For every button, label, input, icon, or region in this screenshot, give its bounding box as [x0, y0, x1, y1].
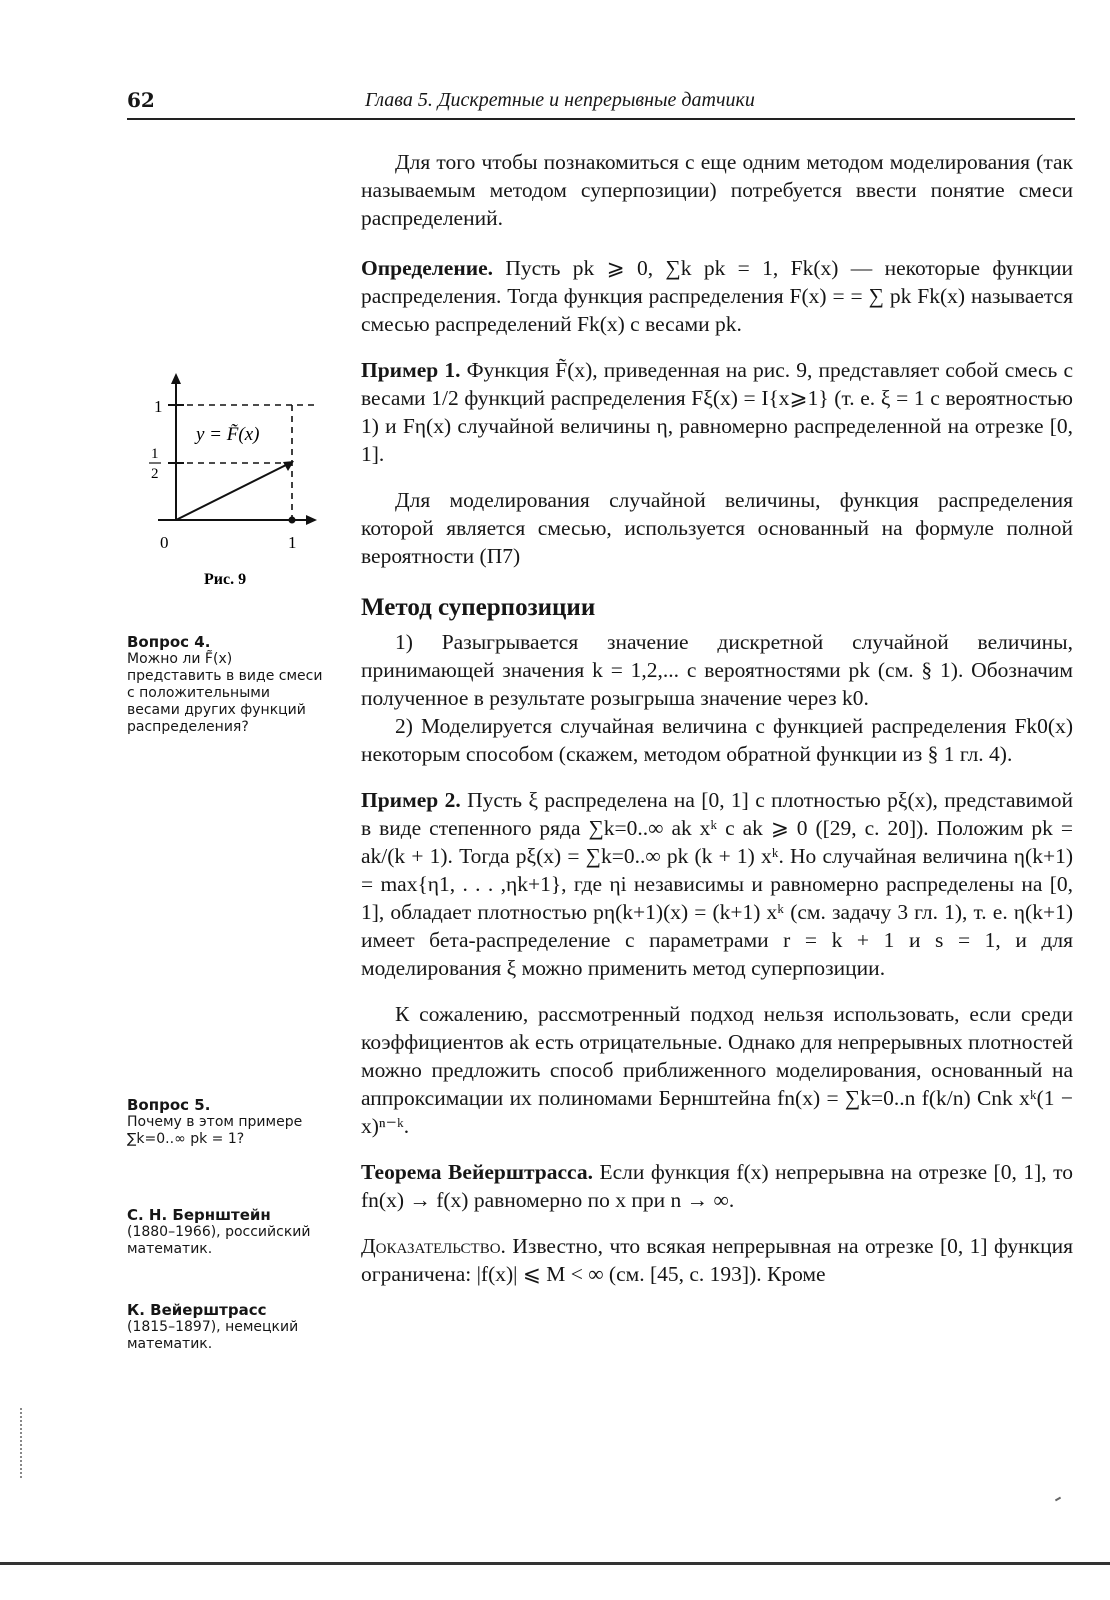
label-x1: 1 [288, 533, 297, 552]
label-y1: 1 [154, 397, 163, 416]
intro-paragraph: Для того чтобы познакомиться с еще одним методом моделирования (так называемым методом суперпозиции) потребуется ввести понятие смеси распределений. [361, 150, 1073, 230]
x-axis-arrow [306, 515, 317, 525]
label-origin: 0 [160, 533, 169, 552]
y-axis-arrow [171, 373, 181, 384]
sidebar-bernstein [127, 1207, 327, 1258]
definition-text: Пусть pk ⩾ 0, ∑k pk = 1, Fk(x) — некоторые функции распределения. Тогда функция распределения F(x) = = ∑ pk Fk(x) называется смесью распределений Fk(x) с весами pk. [361, 256, 1073, 336]
sidebar-question-4 [127, 634, 323, 736]
main-text-column [361, 148, 1073, 1288]
definition-label: Определение. [361, 256, 494, 280]
definition-paragraph [361, 254, 1073, 338]
proof-text: Известно, что всякая непрерывная на отрезке [0, 1] функция ограничена: |f(x)| ⩽ M < ∞ (см. [45, с. 193]). Кроме [361, 1234, 1073, 1286]
mixture-paragraph: Для моделирования случайной величины, функция распределения которой является смесью, используется основанный на формуле полной вероятности (П7) [361, 488, 1073, 568]
example-1-paragraph [361, 356, 1073, 468]
curve-label: y = F̃(x) [196, 424, 260, 445]
label-yhalf-den: 2 [151, 466, 159, 482]
sidebar-question-5 [127, 1097, 323, 1148]
proof-paragraph [361, 1232, 1073, 1288]
question-4-text: Можно ли F̃(x) представить в виде смеси с положительными весами других функций распределения? [127, 651, 323, 735]
example-1-text: Функция F̃(x), приведенная на рис. 9, представляет собой смесь с весами 1/2 функций распределения Fξ(x) = I{x⩾1} (т. е. ξ = 1 с вероятностью 1) и Fη(x) случайной величины η, равномерно распределенной на отрезке [0, 1]. [361, 358, 1074, 466]
example-2-text: Пусть ξ распределена на [0, 1] с плотностью pξ(x), представимой в виде степенного ряда ∑k=0..∞ ak xᵏ с ak ⩾ 0 ([29, с. 20]). Положим pk = ak/(k + 1). Тогда pξ(x) = ∑k=0..∞ pk (k + 1) xᵏ. Но случайная величина η(k+1) = max{η1, . . . ,ηk+1}, где ηi независимы и равномерно распределены на [0, 1], обладает плотностью pη(k+1)(x) = (k+1) xᵏ (см. задачу 3 гл. 1), т. е. η(k+1) имеет бета-распределение с параметрами r = k + 1 и s = 1, и для моделирования ξ можно применить метод суперпозиции. [361, 788, 1074, 980]
scan-edge-dots [20, 1408, 24, 1478]
weierstrass-name: К. Вейерштрасс [127, 1301, 267, 1319]
running-header [127, 88, 1075, 120]
bernstein-paragraph: К сожалению, рассмотренный подход нельзя использовать, если среди коэффициентов ak есть отрицательные. Однако для непрерывных плотностей можно предложить способ приближенного моделирования, основанный на аппроксимации их полиномами Бернштейна fn(x) = ∑k=0..n f(k/n) Cnk xᵏ(1 − x)ⁿ⁻ᵏ. [361, 1002, 1073, 1138]
label-yhalf-num: 1 [151, 446, 159, 462]
step-1-paragraph: 1) Разыгрывается значение дискретной случайной величины, принимающей значения k = 1,2,... с вероятностями pk (см. § 1). Обозначим полученное в результате розыгрыша значение через k0. [361, 630, 1073, 710]
example-2-label: Пример 2. [361, 788, 461, 812]
jump-point [289, 517, 296, 524]
example-2-paragraph [361, 786, 1073, 982]
theorem-paragraph [361, 1158, 1073, 1214]
cdf-line [176, 463, 290, 520]
sidebar-weierstrass [127, 1302, 327, 1353]
section-title: Метод суперпозиции [361, 594, 596, 621]
theorem-label: Теорема Вейерштрасса. [361, 1160, 593, 1184]
example-1-label: Пример 1. [361, 358, 461, 382]
step-2-paragraph: 2) Моделируется случайная величина с функцией распределения Fk0(x) некоторым способом (скажем, методом обратной функции из § 1 гл. 4). [361, 714, 1073, 766]
question-5-text: Почему в этом примере ∑k=0..∞ pk = 1? [127, 1114, 303, 1147]
figure-9 [140, 370, 330, 600]
proof-label: Доказательство. [361, 1234, 506, 1258]
question-5-title: Вопрос 5. [127, 1096, 211, 1114]
weierstrass-bio: (1815–1897), немецкий математик. [127, 1319, 299, 1352]
distribution-plot [140, 370, 330, 600]
page-bottom-edge [0, 1562, 1110, 1565]
bernstein-name: С. Н. Бернштейн [127, 1206, 271, 1224]
theorem-text: Если функция f(x) непрерывна на отрезке [0, 1], то fn(x) → f(x) равномерно по x при n → ∞. [361, 1160, 1073, 1212]
figure-caption: Рис. 9 [204, 571, 247, 588]
page-number: 62 [127, 88, 155, 112]
scan-mark [1055, 1497, 1061, 1502]
chapter-title: Глава 5. Дискретные и непрерывные датчики [365, 89, 755, 111]
question-4-title: Вопрос 4. [127, 633, 211, 651]
bernstein-bio: (1880–1966), российский математик. [127, 1224, 311, 1257]
